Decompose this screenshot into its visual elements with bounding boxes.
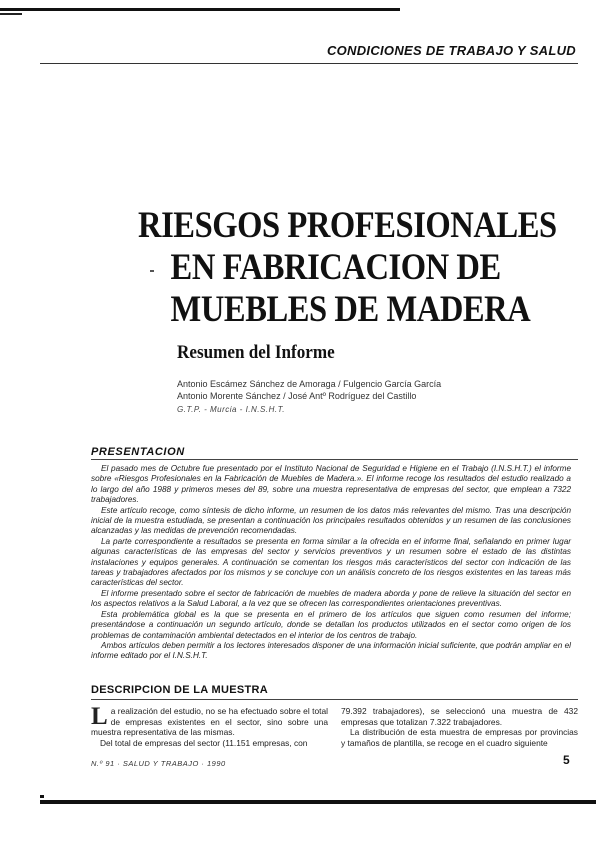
title-line-3: MUEBLES DE MADERA [170, 289, 531, 330]
presentacion-paragraph: Ambos artículos deben permitir a los lectores interesados disponer de una información inicial suficiente, que podrán ampliar en el informe editado por el I.N.S.H.T. [91, 640, 571, 661]
descripcion-rule [91, 699, 578, 700]
body-column-1 [91, 703, 328, 748]
page-number: 5 [563, 753, 570, 767]
article-title [138, 205, 557, 331]
top-rule [0, 8, 400, 11]
authors-line-2: Antonio Morente Sánchez / José Antº Rodríguez del Castillo [177, 391, 417, 401]
bottom-rule-mark [40, 795, 44, 798]
descripcion-heading: DESCRIPCION DE LA MUESTRA [91, 684, 268, 696]
presentacion-paragraph: La parte correspondiente a resultados se presenta en forma similar a la ofrecida en el informe final, señalando en primer lugar algunas características de las empresas del sector y servicios preventivos y un resumen sobre el estado de las distintas instalaciones y equipos generales. A continuación se comentan los riesgos más característicos del sector con indicación de las tareas y trabajadores afectados por los mismos y se concluye con un análisis concreto de los riesgos existentes en las tareas más características del sector. [91, 536, 571, 588]
presentacion-rule [91, 459, 578, 460]
article-subtitle: Resumen del Informe [177, 342, 335, 363]
title-line-1: RIESGOS PROFESIONALES [138, 205, 557, 246]
body-column-2 [341, 706, 578, 748]
bottom-rule [40, 800, 596, 804]
presentacion-body [91, 464, 571, 662]
authors [177, 378, 441, 402]
body-paragraph-text: a realización del estudio, no se ha efectuado sobre el total de empresas existentes en el sector, sino sobre una muestra representativa de las mismas. [91, 706, 328, 738]
authors-line-1: Antonio Escámez Sánchez de Amoraga / Fulgencio García García [177, 379, 442, 389]
top-rule-mark [0, 13, 22, 15]
header-rule [40, 63, 578, 64]
body-paragraph: La distribución de esta muestra de empresas por provincias y tamaños de plantilla, se recoge en el cuadro siguiente [341, 727, 578, 748]
presentacion-heading: PRESENTACION [91, 446, 185, 458]
presentacion-paragraph: El pasado mes de Octubre fue presentado por el Instituto Nacional de Seguridad e Higiene en el Trabajo (I.N.S.H.T.) el informe sobre «Riesgos Profesionales en la Fabricación de Muebles de Madera.». El informe recoge los resultados del estudio realizado a lo largo del año 1988 y primeros meses del 89, sobre una muestra representativa de empresas del sector, que emplean a 7322 trabajadores. [91, 464, 571, 505]
body-paragraph: Del total de empresas del sector (11.151 empresas, con [100, 737, 308, 748]
section-header: CONDICIONES DE TRABAJO Y SALUD [326, 43, 576, 58]
journal-footer: N.º 91 · SALUD Y TRABAJO · 1990 [91, 759, 226, 768]
title-line-2: EN FABRICACION DE [170, 247, 501, 288]
presentacion-paragraph: Esta problemática global es la que se presenta en el primero de los artículos que siguen como resumen del informe; presentándose a continuación un segundo artículo, donde se detallan los productos utilizados en el sector como origen de los problemas de contaminación ambiental detectados en el interior de los centros de trabajo. [91, 609, 571, 640]
body-paragraph [91, 703, 328, 738]
presentacion-paragraph: El informe presentado sobre el sector de fabricación de muebles de madera aborda y pone de relieve la situación del sector en los aspectos relativos a la Salud Laboral, a la vez que se ofrecen las correspondientes orientaciones preventivas. [91, 588, 571, 609]
drop-cap: L [91, 703, 108, 730]
affiliation: G.T.P. - Murcia - I.N.S.H.T. [177, 405, 285, 414]
body-paragraph: 79.392 trabajadores), se seleccionó una muestra de 432 empresas que totalizan 7.322 trabajadores. [341, 706, 578, 727]
presentacion-paragraph: Este artículo recoge, como síntesis de dicho informe, un resumen de los datos más relevantes del mismo. Tras una descripción inicial de la muestra estudiada, se presentan a continuación los principales resultados obtenidos y un resumen de las conclusiones alcanzadas y las medidas de prevención recomendadas. [91, 505, 571, 536]
